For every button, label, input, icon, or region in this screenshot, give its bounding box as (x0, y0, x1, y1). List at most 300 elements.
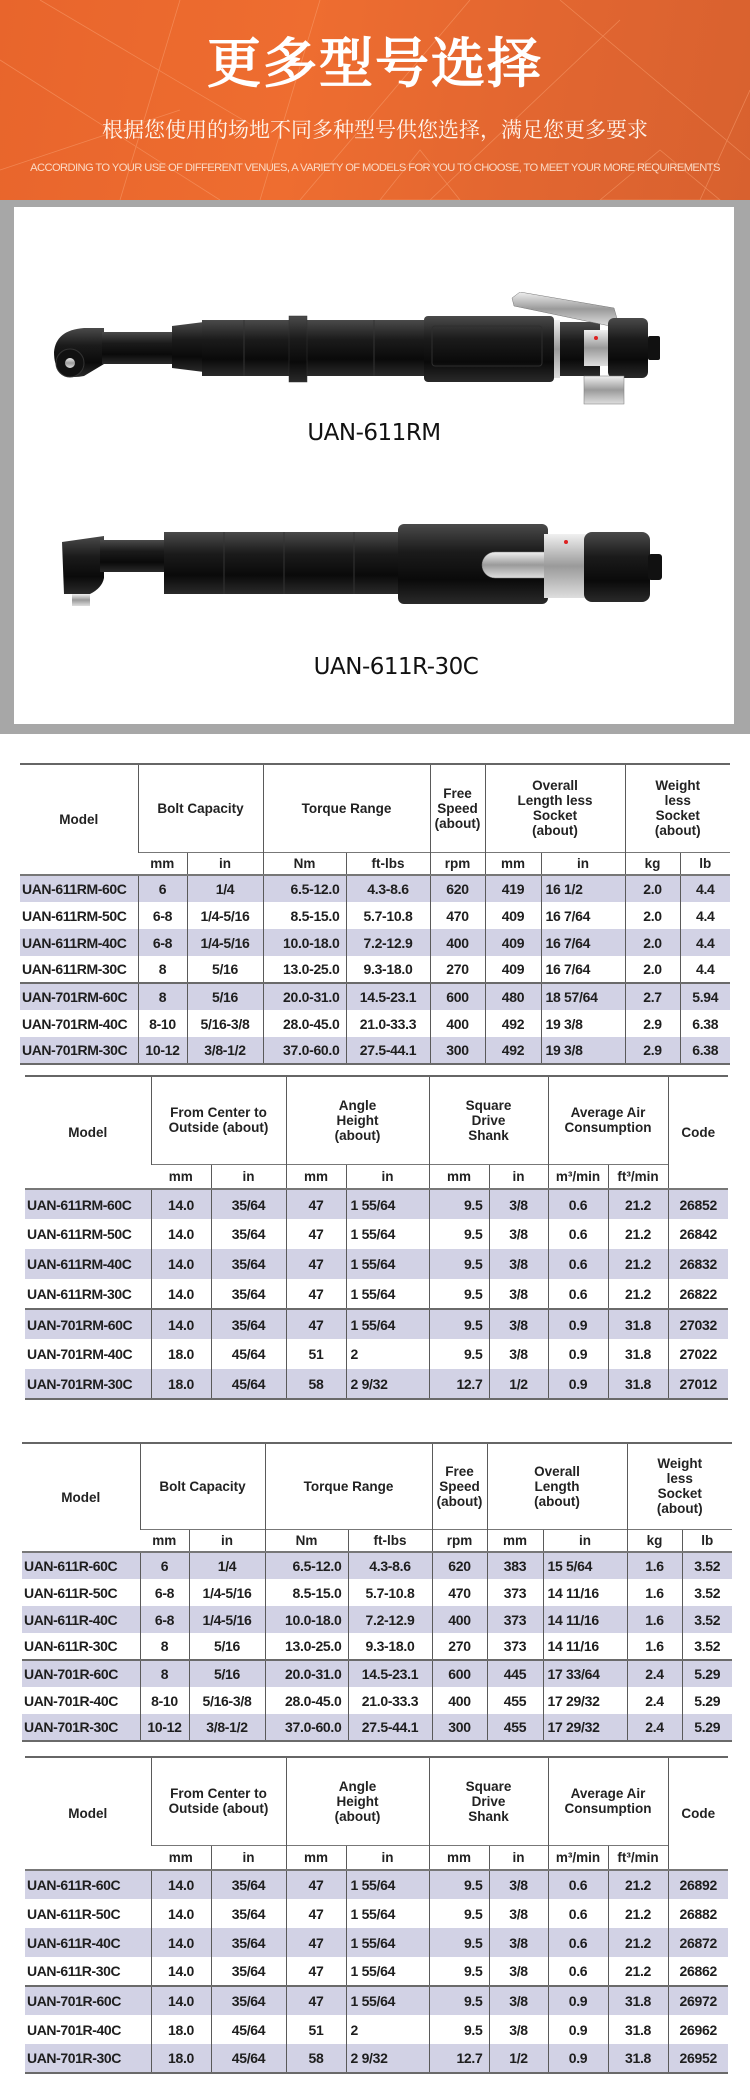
unit-header: lb (682, 1529, 732, 1552)
table-cell: 9.5 (429, 1957, 489, 1986)
table-cell: 0.6 (548, 1219, 608, 1249)
unit-header: in (211, 1164, 286, 1189)
table-cell: 47 (286, 1189, 346, 1219)
table-cell: 6.38 (680, 1037, 730, 1064)
model-cell: UAN-701RM-60C (20, 983, 138, 1010)
table-cell: 19 3/8 (541, 1037, 625, 1064)
table-cell: 27012 (668, 1369, 728, 1399)
table-cell: 1 55/64 (346, 1189, 429, 1219)
column-group-label: Torque Range (303, 1478, 394, 1494)
table-cell: 26962 (668, 2015, 728, 2044)
table-cell: 47 (286, 1928, 346, 1957)
table-cell: 3/8-1/2 (189, 1714, 265, 1741)
table-cell: 5/16 (189, 1633, 265, 1660)
table-cell: 480 (485, 983, 541, 1010)
unit-header: lb (680, 852, 730, 875)
table-cell: 26822 (668, 1279, 728, 1309)
table-cell: 47 (286, 1986, 346, 2015)
column-group-header (430, 764, 485, 852)
unit-header: mm (485, 852, 541, 875)
table-cell: 3/8 (489, 2015, 548, 2044)
table-cell: 3/8 (489, 1957, 548, 1986)
model-cell: UAN-611R-30C (24, 1638, 118, 1654)
table-cell: 14 11/16 (543, 1633, 627, 1660)
column-header-model: Model (22, 1443, 140, 1552)
table-cell: 35/64 (211, 1189, 286, 1219)
model-cell: UAN-611R-60C (25, 1870, 151, 1899)
table-cell: 9.5 (429, 2015, 489, 2044)
table-cell: 4.3-8.6 (348, 1552, 432, 1579)
unit-header: mm (429, 1845, 489, 1870)
table-row (20, 956, 730, 983)
unit-header: mm (286, 1845, 346, 1870)
unit-header: mm (429, 1164, 489, 1189)
table-cell: 3/8 (489, 1309, 548, 1339)
table-cell: 12.7 (429, 1369, 489, 1399)
table-cell: 26852 (668, 1189, 728, 1219)
table-cell: 0.6 (548, 1928, 608, 1957)
table-cell: 1 55/64 (346, 1279, 429, 1309)
table-cell: 37.0-60.0 (265, 1714, 348, 1741)
spec-table-rm-dimensions (25, 1075, 728, 1400)
table-cell: 17 29/32 (543, 1687, 627, 1714)
table-cell: 5/16 (187, 956, 263, 983)
table-cell: 1 55/64 (346, 1986, 429, 2015)
table-row (25, 1219, 728, 1249)
unit-header: in (187, 852, 263, 875)
table-cell: 6.38 (680, 1010, 730, 1037)
table-cell: 14.0 (151, 1279, 211, 1309)
table-cell: 9.5 (429, 1189, 489, 1219)
column-group-label: Angle Height (about) (334, 1097, 381, 1143)
table-cell: 15 5/64 (543, 1552, 627, 1579)
table-row (22, 1633, 732, 1660)
column-group-label: Code (681, 1125, 716, 1140)
table-row (25, 1928, 728, 1957)
table-row (25, 1899, 728, 1928)
model-cell: UAN-611R-50C (24, 1584, 118, 1601)
table-cell: 58 (286, 1369, 346, 1399)
column-group-label: Average Air Consumption (564, 1105, 652, 1136)
table-cell: 14.0 (151, 1249, 211, 1279)
table-cell: 8 (138, 956, 187, 983)
unit-header: ft-lbs (348, 1529, 432, 1552)
table-cell: 28.0-45.0 (265, 1687, 348, 1714)
table-header (25, 1757, 728, 1870)
column-group-label: Weight less Socket (about) (656, 1456, 703, 1517)
model-cell: UAN-611R-60C (22, 1552, 140, 1579)
column-group-header (487, 1443, 627, 1529)
table-cell: 5.94 (680, 983, 730, 1010)
unit-header: ft-lbs (346, 852, 430, 875)
table-cell: 6-8 (140, 1579, 189, 1606)
column-group-label: Overall Length (about) (534, 1463, 580, 1509)
table-cell: 21.2 (608, 1249, 668, 1279)
table-cell: 2.9 (625, 1010, 680, 1037)
table-row (20, 929, 730, 956)
table-cell: 9.5 (429, 1219, 489, 1249)
model-cell: UAN-611RM-30C (27, 1285, 132, 1302)
banner (0, 0, 750, 200)
table-row (25, 1369, 728, 1399)
table-cell: 20.0-31.0 (263, 983, 346, 1010)
table-cell: 8 (140, 1633, 189, 1660)
table-cell: 26882 (668, 1899, 728, 1928)
table-cell: 3/8 (489, 1870, 548, 1899)
table-cell: 3/8 (489, 1249, 548, 1279)
table-row (20, 1010, 730, 1037)
table-cell: 31.8 (608, 2015, 668, 2044)
model-cell: UAN-701R-40C (24, 1692, 119, 1709)
table-cell: 400 (430, 929, 485, 956)
unit-header: mm (140, 1529, 189, 1552)
table-cell: 470 (430, 902, 485, 929)
model-cell: UAN-701RM-40C (27, 1346, 133, 1362)
model-cell: UAN-611RM-40C (20, 929, 138, 956)
table-row (20, 1037, 730, 1064)
column-group-header (627, 1443, 732, 1529)
column-group-header (429, 1076, 548, 1164)
unit-header: ft³/min (608, 1845, 668, 1870)
column-group-label: Bolt Capacity (157, 800, 244, 816)
table-cell: 21.2 (608, 1279, 668, 1309)
table-cell: 26952 (668, 2044, 728, 2073)
table-cell: 3/8-1/2 (187, 1037, 263, 1064)
table-cell: 6.5-12.0 (263, 875, 346, 902)
product-image-uan-611r-30c (44, 512, 684, 637)
table-cell: 8 (140, 1660, 189, 1687)
model-cell: UAN-611R-40C (22, 1606, 140, 1633)
unit-header: ft³/min (608, 1164, 668, 1189)
table-cell: 3/8 (489, 1189, 548, 1219)
unit-header: in (489, 1164, 548, 1189)
table-cell: 1/4-5/16 (187, 902, 263, 929)
table-cell: 35/64 (211, 1899, 286, 1928)
table-cell: 2 9/32 (346, 2044, 429, 2073)
unit-header: Nm (263, 852, 346, 875)
table-cell: 12.7 (429, 2044, 489, 2073)
unit-header: mm (151, 1164, 211, 1189)
table-cell: 14 11/16 (543, 1579, 627, 1606)
table-cell: 2 (346, 2015, 429, 2044)
table-row (25, 1870, 728, 1899)
table-cell: 0.6 (548, 1249, 608, 1279)
table-cell: 21.2 (608, 1189, 668, 1219)
column-group-label: Square Drive Shank (465, 1778, 512, 1824)
table-cell: 0.6 (548, 1279, 608, 1309)
table-cell: 31.8 (608, 1309, 668, 1339)
column-group-header (548, 1076, 668, 1164)
unit-header: m³/min (548, 1845, 608, 1870)
table-cell: 4.4 (680, 902, 730, 929)
table-cell: 9.5 (429, 1986, 489, 2015)
table-cell: 14.0 (151, 1986, 211, 2015)
table-cell: 9.5 (429, 1309, 489, 1339)
table-cell: 7.2-12.9 (348, 1606, 432, 1633)
table-cell: 8.5-15.0 (265, 1579, 348, 1606)
table-cell: 300 (432, 1714, 487, 1741)
table-cell: 300 (430, 1037, 485, 1064)
model-cell: UAN-611R-40C (25, 1928, 151, 1957)
table-cell: 1 55/64 (346, 1309, 429, 1339)
product-label-uan-611r-30c: UAN-611R-30C (313, 654, 479, 680)
table-cell: 0.9 (548, 2015, 608, 2044)
table-cell: 26832 (668, 1249, 728, 1279)
unit-header: in (346, 1845, 429, 1870)
table-cell: 492 (485, 1037, 541, 1064)
table-cell: 1/2 (489, 2044, 548, 2073)
model-cell: UAN-611R-30C (27, 1963, 121, 1979)
spec-table-rm-performance (20, 763, 730, 1065)
table-cell: 18.0 (151, 2015, 211, 2044)
table-cell: 0.6 (548, 1870, 608, 1899)
table-cell: 17 29/32 (543, 1714, 627, 1741)
model-cell: UAN-701R-30C (22, 1714, 140, 1741)
table-cell: 27022 (668, 1339, 728, 1369)
table-cell: 9.5 (429, 1249, 489, 1279)
table-row (25, 1249, 728, 1279)
table-cell: 9.5 (429, 1870, 489, 1899)
table-cell: 8-10 (138, 1010, 187, 1037)
model-cell: UAN-611RM-60C (20, 875, 138, 902)
table-cell: 492 (485, 1010, 541, 1037)
table-cell: 14.0 (151, 1928, 211, 1957)
table-cell: 1/4 (187, 875, 263, 902)
table-cell: 51 (286, 1339, 346, 1369)
model-cell: UAN-701R-60C (25, 1986, 151, 2015)
product-image-uan-611rm (44, 292, 684, 417)
table-cell: 14.5-23.1 (346, 983, 430, 1010)
model-cell: UAN-611RM-50C (27, 1226, 132, 1242)
table-cell: 31.8 (608, 1369, 668, 1399)
unit-header: mm (138, 852, 187, 875)
table-cell: 5.29 (682, 1660, 732, 1687)
table-cell: 8.5-15.0 (263, 902, 346, 929)
table-cell: 16 7/64 (541, 956, 625, 983)
unit-header: mm (286, 1164, 346, 1189)
table-cell: 5/16 (187, 983, 263, 1010)
table-cell: 6.5-12.0 (265, 1552, 348, 1579)
table-cell: 4.3-8.6 (346, 875, 430, 902)
table-cell: 9.5 (429, 1899, 489, 1928)
table-cell: 1/2 (489, 1369, 548, 1399)
table-cell: 2.0 (625, 875, 680, 902)
table-cell: 9.5 (429, 1928, 489, 1957)
table-header (20, 764, 730, 875)
column-group-header (263, 764, 430, 852)
table-cell: 0.6 (548, 1899, 608, 1928)
table-cell: 5.7-10.8 (348, 1579, 432, 1606)
table-cell: 21.2 (608, 1928, 668, 1957)
column-header-model: Model (25, 1757, 151, 1870)
table-row (25, 1339, 728, 1369)
table-cell: 1 55/64 (346, 1219, 429, 1249)
column-group-header (625, 764, 730, 852)
table-row (25, 1279, 728, 1309)
table-cell: 1 55/64 (346, 1928, 429, 1957)
table-cell: 455 (487, 1714, 543, 1741)
table-cell: 35/64 (211, 1986, 286, 2015)
table-cell: 35/64 (211, 1279, 286, 1309)
table-cell: 409 (485, 902, 541, 929)
column-group-label: Average Air Consumption (564, 1786, 652, 1817)
table-row (25, 1986, 728, 2015)
table-row (20, 902, 730, 929)
table-cell: 14.0 (151, 1957, 211, 1986)
table-cell: 270 (432, 1633, 487, 1660)
table-row (20, 983, 730, 1010)
column-group-label: Torque Range (301, 800, 392, 816)
table-cell: 18 57/64 (541, 983, 625, 1010)
table-cell: 35/64 (211, 1870, 286, 1899)
table-cell: 2.0 (625, 956, 680, 983)
column-group-header (140, 1443, 265, 1529)
product-label-uan-611rm: UAN-611RM (307, 420, 441, 446)
model-cell: UAN-701R-40C (27, 2021, 122, 2038)
table-cell: 3.52 (682, 1633, 732, 1660)
model-cell: UAN-611RM-50C (22, 907, 127, 924)
table-row (25, 1957, 728, 1986)
column-group-label: From Center to Outside (about) (168, 1786, 269, 1817)
table-cell: 8 (138, 983, 187, 1010)
table-cell: 18.0 (151, 2044, 211, 2073)
column-group-header (151, 1757, 286, 1845)
table-cell: 10-12 (140, 1714, 189, 1741)
table-cell: 47 (286, 1219, 346, 1249)
table-cell: 3/8 (489, 1219, 548, 1249)
table-cell: 1 55/64 (346, 1957, 429, 1986)
table-cell: 26892 (668, 1870, 728, 1899)
table-row (22, 1552, 732, 1579)
table-cell: 6-8 (138, 902, 187, 929)
model-cell: UAN-701RM-30C (25, 1369, 151, 1399)
table-cell: 2.4 (627, 1660, 682, 1687)
table-cell: 600 (432, 1660, 487, 1687)
table-cell: 47 (286, 1279, 346, 1309)
table-row (22, 1660, 732, 1687)
table-cell: 383 (487, 1552, 543, 1579)
unit-header: mm (151, 1845, 211, 1870)
table-row (25, 2044, 728, 2073)
column-group-label: Angle Height (about) (334, 1778, 381, 1824)
model-cell: UAN-611RM-40C (25, 1249, 151, 1279)
table-cell: 9.3-18.0 (346, 956, 430, 983)
column-group-label: Overall Length less Socket (about) (517, 778, 593, 839)
table-cell: 9.5 (429, 1279, 489, 1309)
table-cell: 35/64 (211, 1957, 286, 1986)
table-cell: 9.3-18.0 (348, 1633, 432, 1660)
table-cell: 1 55/64 (346, 1249, 429, 1279)
table-cell: 31.8 (608, 2044, 668, 2073)
column-group-header (286, 1076, 429, 1164)
column-group-header (286, 1757, 429, 1845)
model-cell: UAN-611RM-60C (25, 1189, 151, 1219)
table-cell: 1/4 (189, 1552, 265, 1579)
table-cell: 5.29 (682, 1714, 732, 1741)
table-cell: 21.0-33.3 (348, 1687, 432, 1714)
table-cell: 26972 (668, 1986, 728, 2015)
column-group-header (548, 1757, 668, 1845)
table-cell: 45/64 (211, 1339, 286, 1369)
column-group-label: Free Speed (about) (436, 1463, 483, 1509)
table-cell: 400 (432, 1606, 487, 1633)
table-cell: 5/16-3/8 (189, 1687, 265, 1714)
column-group-header (151, 1076, 286, 1164)
table-cell: 470 (432, 1579, 487, 1606)
table-cell: 13.0-25.0 (263, 956, 346, 983)
table-cell: 409 (485, 929, 541, 956)
table-cell: 16 1/2 (541, 875, 625, 902)
table-row (22, 1579, 732, 1606)
table-cell: 5.29 (682, 1687, 732, 1714)
model-cell: UAN-611RM-30C (22, 961, 127, 977)
table-row (22, 1687, 732, 1714)
table-cell: 10.0-18.0 (263, 929, 346, 956)
table-cell: 58 (286, 2044, 346, 2073)
table-cell: 3/8 (489, 1279, 548, 1309)
table-cell: 26862 (668, 1957, 728, 1986)
table-cell: 45/64 (211, 1369, 286, 1399)
table-header (22, 1443, 732, 1552)
table-cell: 16 7/64 (541, 929, 625, 956)
table-cell: 18.0 (151, 1369, 211, 1399)
table-cell: 51 (286, 2015, 346, 2044)
table-cell: 600 (430, 983, 485, 1010)
unit-header: m³/min (548, 1164, 608, 1189)
table-cell: 400 (432, 1687, 487, 1714)
table-cell: 18.0 (151, 1339, 211, 1369)
table-cell: 4.4 (680, 929, 730, 956)
table-cell: 373 (487, 1633, 543, 1660)
table-cell: 4.4 (680, 875, 730, 902)
table-cell: 2.4 (627, 1714, 682, 1741)
column-group-label: Bolt Capacity (159, 1478, 246, 1494)
table-cell: 620 (430, 875, 485, 902)
table-cell: 3/8 (489, 1928, 548, 1957)
table-cell: 2 9/32 (346, 1369, 429, 1399)
table-header (25, 1076, 728, 1189)
unit-header: rpm (430, 852, 485, 875)
unit-header: in (189, 1529, 265, 1552)
column-group-label: From Center to Outside (about) (168, 1105, 269, 1136)
banner-subtitle-english: ACCORDING TO YOUR USE OF DIFFERENT VENUES, A VARIETY OF MODELS FOR YOU TO CHOOSE, TO MEET YOUR MORE REQUIREMENTS (30, 162, 720, 174)
unit-header: in (543, 1529, 627, 1552)
model-cell: UAN-701RM-60C (25, 1309, 151, 1339)
model-cell: UAN-701RM-40C (22, 1015, 128, 1032)
column-group-header (265, 1443, 432, 1529)
table-cell: 21.0-33.3 (346, 1010, 430, 1037)
table-cell: 0.6 (548, 1189, 608, 1219)
table-cell: 47 (286, 1249, 346, 1279)
table-cell: 47 (286, 1870, 346, 1899)
table-cell: 2 (346, 1339, 429, 1369)
table-cell: 27.5-44.1 (348, 1714, 432, 1741)
banner-title: 更多型号选择 (207, 32, 543, 95)
unit-header: Nm (265, 1529, 348, 1552)
table-row (20, 875, 730, 902)
table-cell: 14.0 (151, 1219, 211, 1249)
table-cell: 1.6 (627, 1606, 682, 1633)
column-group-header (138, 764, 263, 852)
table-cell: 21.2 (608, 1219, 668, 1249)
table-cell: 5/16 (189, 1660, 265, 1687)
table-cell: 6 (140, 1552, 189, 1579)
table-cell: 14.0 (151, 1309, 211, 1339)
table-cell: 31.8 (608, 1986, 668, 2015)
table-cell: 9.5 (429, 1339, 489, 1369)
table-cell: 6-8 (138, 929, 187, 956)
table-cell: 0.9 (548, 1309, 608, 1339)
